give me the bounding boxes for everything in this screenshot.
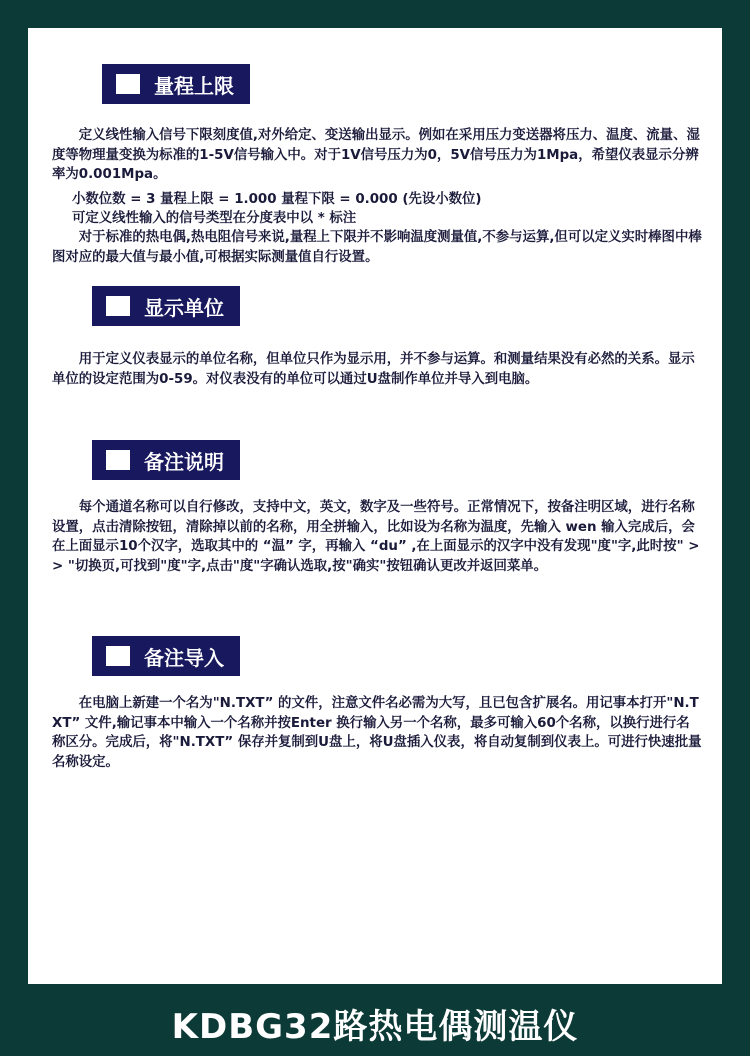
paragraph: 定义线性输入信号下限刻度值,对外给定、变送输出显示。例如在采用压力变送器将压力、温度、流量、湿度等物理量变换为标准的1-5V信号输入中。对于1V信号压力为0，5V信号压力为1Mpa，希望仪表显示分辨率为0.001Mpa。 xyxy=(52,128,700,182)
paragraph: 可定义线性输入的信号类型在分度表中以 * 标注 xyxy=(72,211,357,226)
paragraph: 用于定义仪表显示的单位名称，但单位只作为显示用，并不参与运算。和测量结果没有必然的关系。显示单位的设定范围为0-59。对仪表没有的单位可以通过U盘制作单位并导入到电脑。 xyxy=(52,352,695,387)
section-heading-text: 显示单位 xyxy=(144,295,224,320)
paragraph: 每个通道名称可以自行修改，支持中文，英文，数字及一些符号。正常情况下，按备注明区域，进行名称设置，点击清除按钮，清除掉以前的名称，用全拼输入，比如设为名称为温度，先输入 wen 输入完成后，会在上面显示10个汉字，选取其中的 “温” 字，再输入 “du” ,在上面显示的汉字中没有发现"度"字,此时按" >> "切换页,可找到"度"字,点击"度"字确认选取,按"确实"按钮确认更改并返回菜单。 xyxy=(52,500,700,574)
paragraph: 在电脑上新建一个名为"N.TXT” 的文件，注意文件名必需为大写，且已包含扩展名。用记事本打开"N.TXT” 文件,输记事本中输入一个名称并按Enter 换行输入另一个名称，最多可输入60个名称，以换行进行名称区分。完成后，将"N.TXT” 保存并复制到U盘上，将U盘插入仪表，将自动复制到仪表上。可进行快速批量名称设定。 xyxy=(52,696,702,770)
paragraph: 对于标准的热电偶,热电阻信号来说,量程上下限并不影响温度测量值,不参与运算,但可以定义实时棒图中棒图对应的最大值与最小值,可根据实际测量值自行设置。 xyxy=(52,230,702,265)
square-bullet-icon xyxy=(106,646,130,666)
paragraph: 小数位数 = 3 量程上限 = 1.000 量程下限 = 0.000 (先设小数位) xyxy=(72,192,482,207)
section-heading-text: 备注说明 xyxy=(144,449,224,474)
document-page xyxy=(28,28,722,984)
section-heading-display-unit xyxy=(92,286,240,326)
square-bullet-icon xyxy=(106,450,130,470)
square-bullet-icon xyxy=(106,296,130,316)
section-heading-text: 备注导入 xyxy=(144,645,224,670)
footer-title: KDBG32路热电偶测温仪 xyxy=(171,1006,579,1047)
section-heading-text: 量程上限 xyxy=(154,73,234,98)
section-heading-remark-description xyxy=(92,440,240,480)
section-heading-remark-import xyxy=(92,636,240,676)
section-heading-range-upper xyxy=(102,64,250,104)
square-bullet-icon xyxy=(116,74,140,94)
